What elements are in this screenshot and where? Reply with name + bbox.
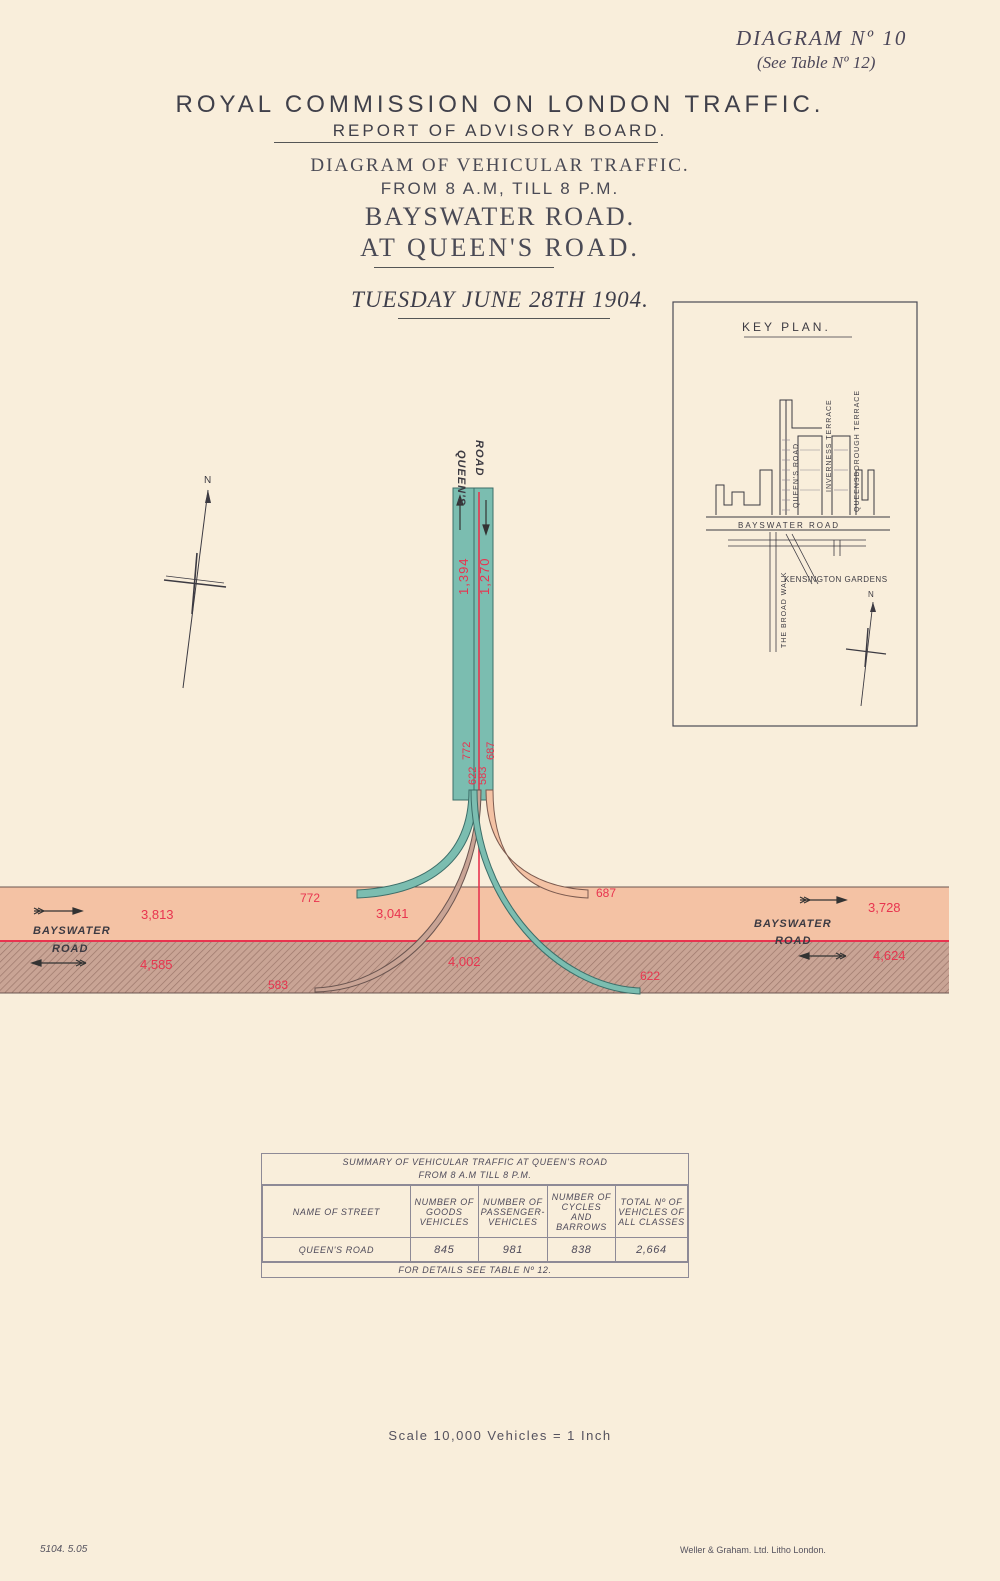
turn-772-label: 772 xyxy=(461,741,473,760)
bayswater-east-label: BAYSWATER xyxy=(754,918,832,930)
table-row xyxy=(263,1238,688,1262)
diagram-title: DIAGRAM OF VEHICULAR TRAFFIC. xyxy=(310,155,690,176)
key-plan-queensborough-terrace: QUEENSBOROUGH TERRACE xyxy=(854,390,861,512)
scale-note: Scale 10,000 Vehicles = 1 Inch xyxy=(388,1428,612,1443)
key-plan-north-letter: N xyxy=(868,590,874,599)
commission-title: ROYAL COMMISSION ON LONDON TRAFFIC. xyxy=(175,91,825,118)
turn-687-label: 687 xyxy=(485,741,497,760)
key-plan-title: KEY PLAN. xyxy=(742,320,831,334)
summary-caption-line1: SUMMARY OF VEHICULAR TRAFFIC AT QUEEN'S ROAD xyxy=(342,1157,608,1167)
row-street: QUEEN'S ROAD xyxy=(263,1238,411,1262)
date-line: TUESDAY JUNE 28TH 1904. xyxy=(351,287,649,312)
centre-westbound-flow-label: 4,002 xyxy=(448,954,481,969)
key-plan-frame xyxy=(673,302,917,726)
key-plan-kensington-gardens: KENSINGTON GARDENS xyxy=(784,575,888,584)
north-letter: N xyxy=(204,475,212,486)
queens-up-flow-label: 1,394 xyxy=(456,557,471,595)
north-compass xyxy=(164,475,226,688)
branch-772-label: 772 xyxy=(300,891,321,905)
summary-header-row xyxy=(263,1186,688,1238)
branch-583-label: 583 xyxy=(268,978,289,992)
queens-road-label-road: ROAD xyxy=(473,440,485,477)
row-goods: 845 xyxy=(410,1238,478,1262)
header-street: NAME OF STREET xyxy=(263,1186,411,1238)
print-code: 5104. 5.05 xyxy=(40,1544,88,1555)
branch-687-label: 687 xyxy=(596,886,617,900)
summary-caption-line2: FROM 8 A.M TILL 8 P.M. xyxy=(418,1170,532,1180)
header-goods: NUMBER OF GOODS VEHICLES xyxy=(410,1186,478,1238)
diagram-number: DIAGRAM Nº 10 xyxy=(736,26,908,50)
summary-footer: FOR DETAILS SEE TABLE Nº 12. xyxy=(262,1262,688,1277)
bayswater-east-label-road: ROAD xyxy=(775,935,812,947)
key-plan-queens-road: QUEEN'S ROAD xyxy=(793,442,800,508)
header-cycles: NUMBER OF CYCLES AND BARROWS xyxy=(548,1186,616,1238)
centre-eastbound-flow-label: 3,041 xyxy=(376,906,409,921)
see-table-note: (See Table Nº 12) xyxy=(757,53,876,72)
summary-table xyxy=(261,1153,689,1278)
queens-road-label: QUEEN'S xyxy=(455,450,467,507)
road-title: BAYSWATER ROAD. xyxy=(364,202,636,231)
row-passenger: 981 xyxy=(478,1238,547,1262)
turn-flow-queens-to-east-eastbound xyxy=(486,790,588,898)
junction-title: AT QUEEN'S ROAD. xyxy=(360,233,640,262)
queens-down-flow-label: 1,270 xyxy=(477,557,492,595)
branch-622-label: 622 xyxy=(640,969,661,983)
key-plan-inverness-terrace: INVERNESS TERRACE xyxy=(826,399,833,492)
east-westbound-flow-label: 4,624 xyxy=(873,948,906,963)
row-total: 2,664 xyxy=(615,1238,687,1262)
west-westbound-flow-label: 4,585 xyxy=(140,957,173,972)
key-plan-broad-walk: THE BROAD WALK xyxy=(781,571,788,648)
row-cycles: 838 xyxy=(548,1238,616,1262)
summary-caption xyxy=(262,1154,688,1185)
key-plan xyxy=(673,302,917,726)
west-eastbound-flow-label: 3,813 xyxy=(141,907,174,922)
key-plan-compass xyxy=(846,590,886,706)
header-total: TOTAL Nº OF VEHICLES OF ALL CLASSES xyxy=(615,1186,687,1238)
key-plan-bayswater-road: BAYSWATER ROAD xyxy=(738,521,841,530)
summary-grid xyxy=(262,1185,688,1262)
bayswater-west-label-road: ROAD xyxy=(52,943,89,955)
turn-622-label: 622 xyxy=(467,766,479,785)
advisory-board-title: REPORT OF ADVISORY BOARD. xyxy=(332,121,668,140)
bayswater-west-label: BAYSWATER xyxy=(33,925,111,937)
turn-583-label: 583 xyxy=(477,766,489,785)
printer-credit: Weller & Graham. Ltd. Litho London. xyxy=(680,1545,826,1555)
east-eastbound-flow-label: 3,728 xyxy=(868,900,901,915)
hours-line: FROM 8 A.M, TILL 8 P.M. xyxy=(380,179,620,198)
header-passenger: NUMBER OF PASSENGER-VEHICLES xyxy=(478,1186,547,1238)
